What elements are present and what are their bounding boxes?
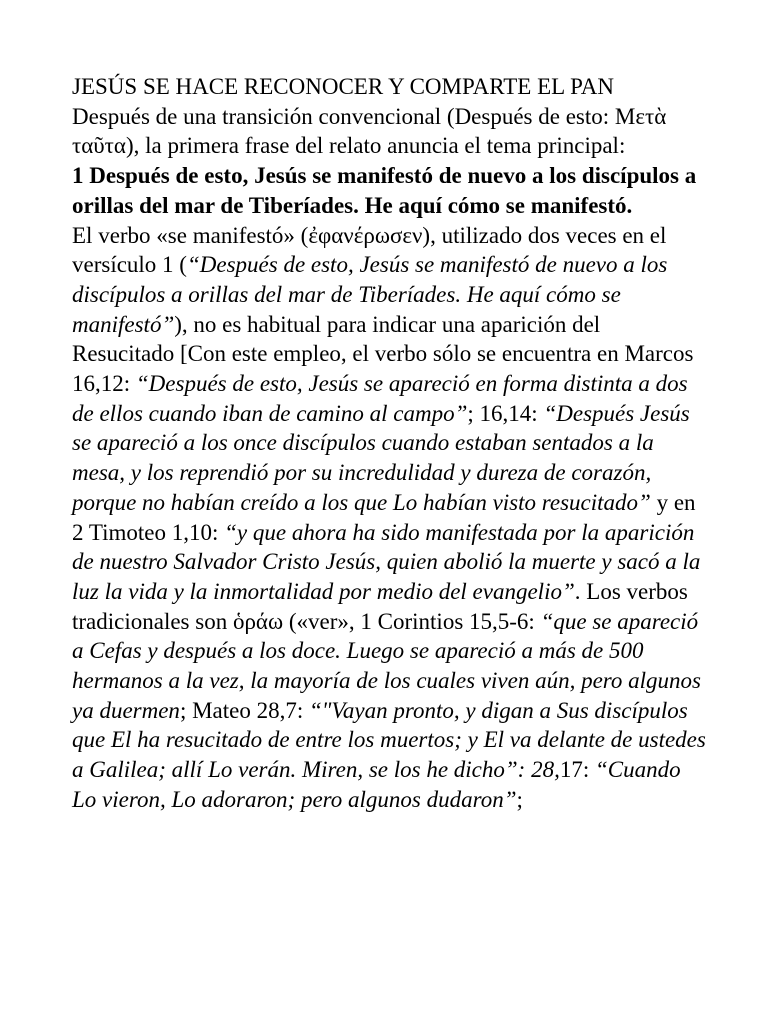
quote-run: “Después Jesús se apareció a los once discípulos cuando estaban sentados a la mesa, y los reprendió por su incredulidad y dureza de corazón, porque no habían creído a los que Lo habían visto resucitado” (72, 400, 690, 515)
body-run: y en 2 Timoteo 1,10: (72, 489, 696, 545)
body-run: ; 16,14: (467, 400, 544, 426)
body-run: ), no es habitual para indicar una aparición del Resucitado [Con este empleo, el verbo sólo se encuentra en Marcos 16,12: (72, 311, 694, 397)
quote-run: “Cuando Lo vieron, Lo adoraron; pero algunos dudaron” (72, 757, 681, 812)
body-paragraph (72, 221, 708, 815)
quote-run: “y que ahora ha sido manifestada por la aparición de nuestro Salvador Cristo Jesús, quien abolió la muerte y sacó a la luz la vida y la inmortalidad por medio del evangelio” (72, 519, 701, 604)
body-run: . Los verbos tradicionales son ὁράω («ver», 1 Corintios 15,5-6: (72, 578, 688, 634)
quote-run: “Después de esto, Jesús se manifestó de nuevo a los discípulos a orillas del mar de Tiberíades. He aquí cómo se manifestó” (72, 252, 668, 337)
body-run: 17: (559, 757, 595, 783)
body-run: ; (516, 786, 523, 812)
quote-run: “Después de esto, Jesús se apareció en forma distinta a dos de ellos cuando iban de camino al campo” (72, 371, 688, 426)
body-run: ; Mateo 28,7: (179, 697, 309, 723)
intro-paragraph: Después de una transición convencional (Después de esto: Μετὰ ταῦτα), la primera frase del relato anuncia el tema principal: (72, 103, 667, 159)
body-run: El verbo «se manifestó» (ἐφανέρωσεν), utilizado dos veces en el versículo 1 ( (72, 222, 667, 278)
document-title: JESÚS SE HACE RECONOCER Y COMPARTE EL PAN (72, 74, 614, 99)
quote-run: “que se apareció a Cefas y después a los doce. Luego se apareció a más de 500 hermanos a la vez, la mayoría de los cuales viven aún, pero algunos ya duermen (72, 608, 701, 723)
verse-paragraph: 1 Después de esto, Jesús se manifestó de nuevo a los discípulos a orillas del mar de Tiberíades. He aquí cómo se manifestó. (72, 163, 697, 218)
quote-run: “"Vayan pronto, y digan a Sus discípulos que El ha resucitado de entre los muertos; y El va delante de ustedes a Galilea; allí Lo verán. Miren, se los he dicho”: 28, (72, 697, 706, 783)
